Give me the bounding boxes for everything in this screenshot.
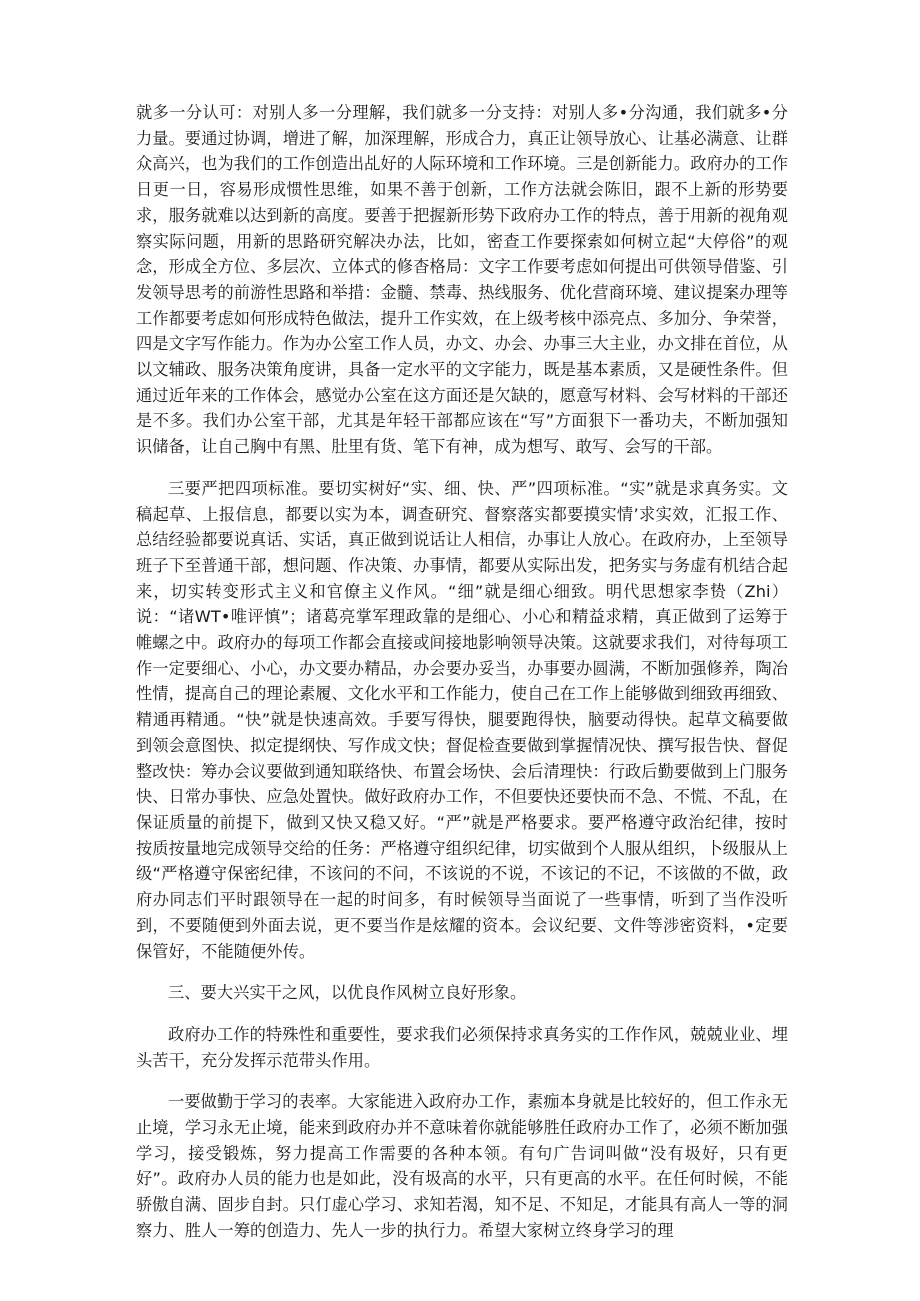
paragraph-4: 一要做勤于学习的表率。大家能进入政府办工作，素痂本身就是比较好的，但工作永无止境，学习永无止境，能来到政府办并不意味着你就能够胜任政府办工作了，必须不断加强学习，接受锻炼，努力提高工作需要的各种本领。有句广告词叫做“没有圾好，只有更好”。政府办人员的能力也是如此，没有圾高的水平，只有更高的水平。在任何时候，不能骄傲自满、固步自封。只仃虚心学习、求知若渴，知不足、不知足，才能具有高人一等的洞察力、胜人一筹的创造力、先人一步的执行力。希望大家树立终身学习的理	[136, 1092, 788, 1240]
section-heading: 三、要大兴实干之风，以优良作风树立良好形象。	[168, 983, 527, 1003]
paragraph-3: 政府办工作的特殊性和重要性，要求我们必须保持求真务实的工作作风，兢兢业业、埋头苦干，充分发挥示范带头作用。	[136, 1024, 788, 1070]
paragraph-1: 就多一分认可：对别人多一分理解，我们就多一分支持：对别人多•分沟通，我们就多•分力量。要通过协调，增进了解，加深理解，形成合力，真正让领导放心、让基必满意、让群众高兴，也为我们的工作创造出乩好的人际环境和工作环境。三是创新能力。政府办的工作日更一日，容易形成惯性思维，如果不善于创新，工作方法就会陈旧，跟不上新的形势要求，服务就难以达到新的高度。要善于把握新形势下政府办工作的特点，善于用新的视角观察实际问题，用新的思路研究解决办法，比如，密查工作要探索如何树立起“大停俗”的观念，形成全方位、多层次、立体式的修杳格局：文字工作要考虑如何提出可供领导借鉴、引发领导思考的前游性思路和举措：金髓、禁毒、热线服务、优化营商环境、建议提案办理等工作都要考虑如何形成特色做法，提升工作实效，在上级考核中添亮点、多加分、争荣誉，四是文字写作能力。作为办公室工作人员，办文、办会、办事三大主业，办文排在首位，从以文辅政、服务决策角度讲，具备一定水平的文字能力，既是基本素质，又是硬性条件。但通过近年来的工作体会，感觉办公室在这方面还是欠缺的，愿意写材料、会写材料的干部还是不多。我们办公室干部，尤其是年轻干部都应该在“写”方面狠下一番功夫，不断加强知识储备，让自己胸中有黑、肚里有货、笔下有神，成为想写、敢写、会写的干部。	[136, 103, 788, 457]
document-page	[136, 100, 788, 1244]
paragraph-2: 三要严把四项标准。要切实树好“实、细、快、严”四项标准。“实”就是求真务实。文稿起草、上报信息，都要以实为本，调查研究、督察落实都要摸实情’求实效，汇报工作、总结经验都要说真话、实话，真正做到说话让人相信，办事让人放心。在政府办，上至领导班子下至普通干部，想问题、作决策、办事情，都要从实际出发，把务实与务虚有机结合起来，切实转变形式主义和官僚主义作风。“细”就是细心细致。明代思想家李贽（Zhi）说：“诸WT•唯评慎”；诸葛亮掌军理政靠的是细心、小心和精益求精，真正做到了运筹于帷螺之中。政府办的每项工作都会直接或间接地影响领导决策。这就要求我们，对待每项工作一定要细心、小心，办文要办精品，办会要办妥当，办事要办圆满，不断加强修养，陶冶性情，提高自己的理论素履、文化水平和工作能力，使自己在工作上能够做到细致再细致、精通再精通。“快”就是快速高效。手要写得快，腿要跑得快，脑要动得快。起草文稿要做到领会意图快、拟定提纲快、写作成文快；督促检查要做到掌握情况快、撰写报告快、督促整改快：筹办会议要做到通知联络快、布置会场快、会后清理快：行政后勤要做到上门服务快、日常办事快、应急处置快。做好政府办工作，不但要快还要快而不急、不慌、不乱，在保证质量的前提下，做到又快又稳又好。“严”就是严格要求。要严格遵守政治纪律，按时按质按量地完成领导交给的任务：严格遵守组织纪律，切实做到个人服从组织，卜级服从上级“严格遵守保密纪律，不该问的不问，不该说的不说，不该记的不记，不该做的不做，政府办同志们平时跟领导在一起的时间多，有时候领导当面说了一些事情，听到了当作没听到，不要随便到外面去说，更不要当作是炫耀的资本。会议纪要、文件等涉密资料，•定要保管好，不能随便外传。	[136, 478, 788, 961]
